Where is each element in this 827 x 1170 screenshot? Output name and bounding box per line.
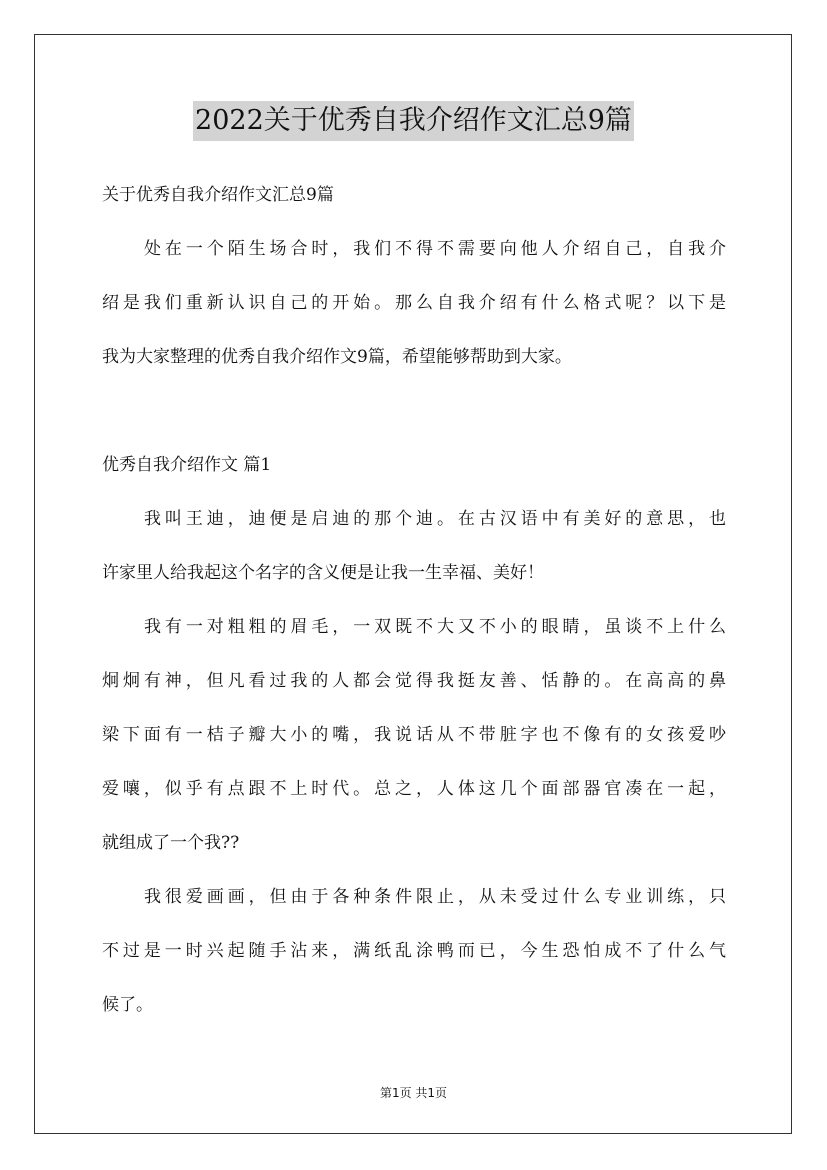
para2-line-5: 就组成了一个我?? — [102, 833, 240, 853]
para3-line-3: 候了。 — [102, 995, 153, 1015]
intro-line-2: 绍是我们重新认识自己的开始。那么自我介绍有什么格式呢？以下是 — [102, 293, 726, 313]
para1-line-2: 许家里人给我起这个名字的含义便是让我一生幸福、美好！ — [102, 563, 544, 583]
para1-line-1: 我叫王迪，迪便是启迪的那个迪。在古汉语中有美好的意思，也 — [144, 509, 726, 529]
para2-line-2: 炯炯有神，但凡看过我的人都会觉得我挺友善、恬静的。在高高的鼻 — [102, 671, 726, 691]
page-footer: 第1页 共1页 — [379, 1086, 448, 1100]
title-container — [0, 101, 827, 141]
document-subtitle: 关于优秀自我介绍作文汇总9篇 — [102, 185, 334, 205]
document-title: 2022关于优秀自我介绍作文汇总9篇 — [193, 101, 634, 141]
para2-line-3: 梁下面有一桔子瓣大小的嘴，我说话从不带脏字也不像有的女孩爱吵 — [102, 725, 726, 745]
intro-line-3: 我为大家整理的优秀自我介绍作文9篇，希望能够帮助到大家。 — [102, 347, 572, 367]
para2-line-1: 我有一对粗粗的眉毛，一双既不大又不小的眼睛，虽谈不上什么 — [144, 617, 726, 637]
para3-line-1: 我很爱画画，但由于各种条件限止，从未受过什么专业训练，只 — [144, 887, 726, 907]
intro-line-1: 处在一个陌生场合时，我们不得不需要向他人介绍自己，自我介 — [144, 239, 726, 259]
para3-line-2: 不过是一时兴起随手沾来，满纸乱涂鸭而已，今生恐怕成不了什么气 — [102, 941, 726, 961]
section-heading: 优秀自我介绍作文 篇1 — [102, 455, 272, 475]
para2-line-4: 爱嚷，似乎有点跟不上时代。总之，人体这几个面部器官凑在一起， — [102, 779, 726, 799]
